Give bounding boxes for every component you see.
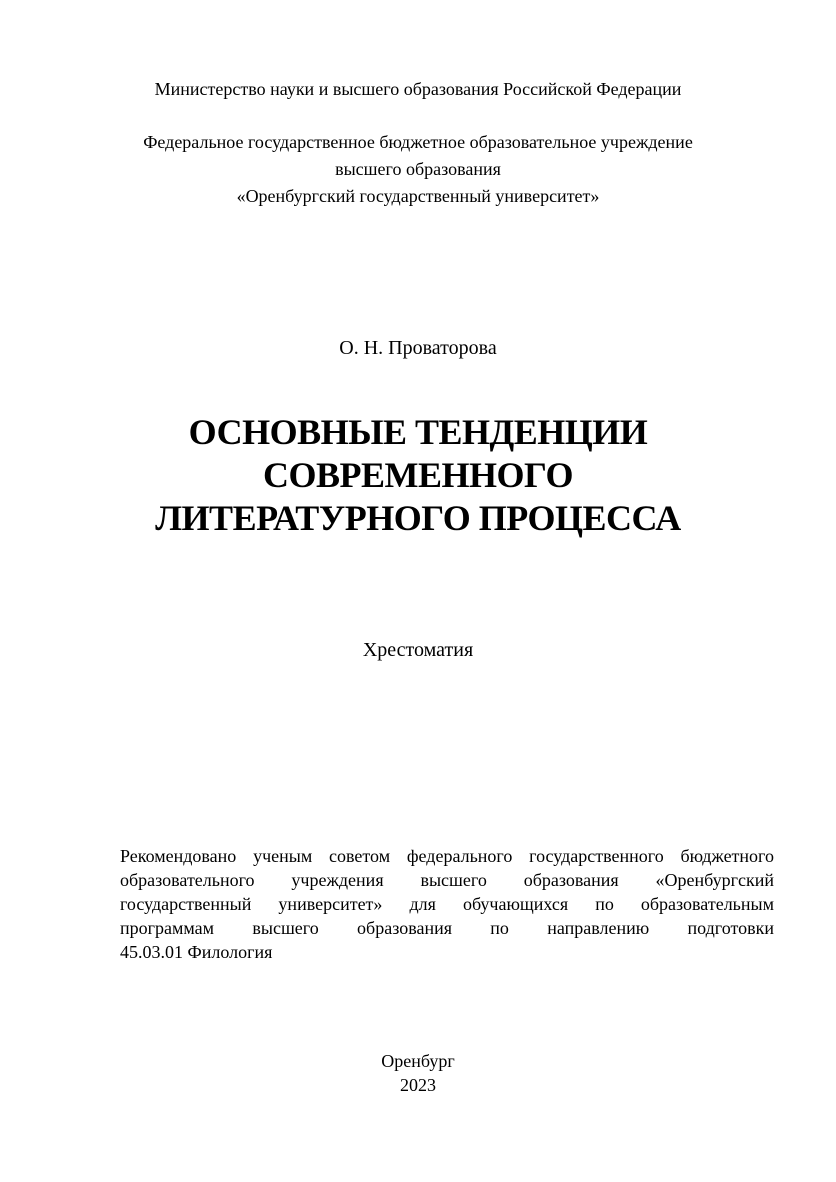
title-line-2: СОВРЕМЕННОГО [262, 455, 574, 495]
recommendation-line-1: Рекомендовано ученым советом федерального государственного бюджетного [120, 846, 774, 866]
institution-line-1: Федеральное государственное бюджетное образовательное учреждение [143, 132, 693, 152]
ministry-name: Министерство науки и высшего образования Российской Федерации [154, 79, 682, 99]
recommendation-line-2: образовательного учреждения высшего образования «Оренбургский [120, 870, 774, 890]
recommendation-line-4: программам высшего образования по направлению подготовки [120, 918, 774, 938]
recommendation-line-3: государственный университет» для обучающихся по образовательным [120, 894, 774, 914]
institution-line-3: «Оренбургский государственный университет» [236, 186, 600, 206]
publication-city: Оренбург [381, 1051, 455, 1071]
document-title [0, 411, 836, 540]
title-line-1: ОСНОВНЫЕ ТЕНДЕНЦИИ [188, 412, 648, 452]
recommendation-paragraph [120, 844, 774, 964]
publication-year: 2023 [400, 1075, 436, 1095]
title-line-3: ЛИТЕРАТУРНОГО ПРОЦЕССА [155, 498, 681, 538]
institution-line-2: высшего образования [335, 159, 501, 179]
recommendation-line-5: 45.03.01 Филология [120, 942, 273, 962]
author-name: О. Н. Проваторова [339, 337, 497, 359]
document-type: Хрестоматия [362, 639, 474, 661]
